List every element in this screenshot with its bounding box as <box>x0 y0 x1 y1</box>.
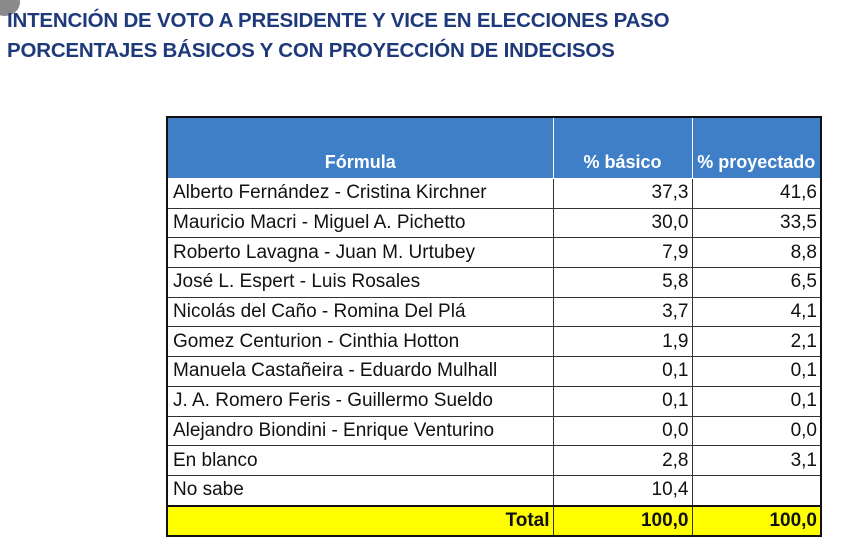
basico-cell: 2,8 <box>553 446 692 476</box>
proyectado-cell: 8,8 <box>692 238 821 268</box>
basico-cell: 10,4 <box>553 475 692 505</box>
table-row <box>167 475 821 505</box>
basico-cell: 0,1 <box>553 386 692 416</box>
title-line-1: INTENCIÓN DE VOTO A PRESIDENTE Y VICE EN ELECCIONES PASO <box>7 9 670 32</box>
table-row <box>167 357 821 387</box>
formula-cell: No sabe <box>167 475 553 505</box>
table-body <box>167 179 821 506</box>
total-row <box>167 506 821 537</box>
formula-cell: José L. Espert - Luis Rosales <box>167 268 553 298</box>
column-header-basico: % básico <box>553 117 692 179</box>
formula-cell: Alejandro Biondini - Enrique Venturino <box>167 416 553 446</box>
results-table <box>166 116 822 537</box>
proyectado-cell: 0,1 <box>692 386 821 416</box>
formula-cell: Manuela Castañeira - Eduardo Mulhall <box>167 357 553 387</box>
basico-cell: 30,0 <box>553 208 692 238</box>
formula-cell: En blanco <box>167 446 553 476</box>
table-row <box>167 208 821 238</box>
table-row <box>167 327 821 357</box>
header-row <box>167 117 821 179</box>
proyectado-cell: 3,1 <box>692 446 821 476</box>
formula-cell: Nicolás del Caño - Romina Del Plá <box>167 297 553 327</box>
table-row <box>167 179 821 209</box>
column-header-formula: Fórmula <box>167 117 553 179</box>
basico-cell: 1,9 <box>553 327 692 357</box>
proyectado-cell: 33,5 <box>692 208 821 238</box>
basico-cell: 3,7 <box>553 297 692 327</box>
proyectado-cell <box>692 475 821 505</box>
formula-cell: J. A. Romero Feris - Guillermo Sueldo <box>167 386 553 416</box>
column-header-proyectado: % proyectado <box>692 117 821 179</box>
proyectado-cell: 6,5 <box>692 268 821 298</box>
formula-cell: Alberto Fernández - Cristina Kirchner <box>167 179 553 209</box>
basico-cell: 0,1 <box>553 357 692 387</box>
total-proyectado: 100,0 <box>692 506 821 537</box>
table-row <box>167 416 821 446</box>
table-row <box>167 297 821 327</box>
formula-cell: Mauricio Macri - Miguel A. Pichetto <box>167 208 553 238</box>
table-row <box>167 446 821 476</box>
proyectado-cell: 41,6 <box>692 179 821 209</box>
basico-cell: 5,8 <box>553 268 692 298</box>
table-row <box>167 268 821 298</box>
basico-cell: 37,3 <box>553 179 692 209</box>
table-row <box>167 238 821 268</box>
proyectado-cell: 2,1 <box>692 327 821 357</box>
title-line-2: PORCENTAJES BÁSICOS Y CON PROYECCIÓN DE INDECISOS <box>7 39 615 62</box>
formula-cell: Gomez Centurion - Cinthia Hotton <box>167 327 553 357</box>
page-title <box>7 6 669 66</box>
formula-cell: Roberto Lavagna - Juan M. Urtubey <box>167 238 553 268</box>
proyectado-cell: 4,1 <box>692 297 821 327</box>
proyectado-cell: 0,1 <box>692 357 821 387</box>
table-row <box>167 386 821 416</box>
total-label: Total <box>167 506 553 537</box>
proyectado-cell: 0,0 <box>692 416 821 446</box>
basico-cell: 7,9 <box>553 238 692 268</box>
total-basico: 100,0 <box>553 506 692 537</box>
basico-cell: 0,0 <box>553 416 692 446</box>
